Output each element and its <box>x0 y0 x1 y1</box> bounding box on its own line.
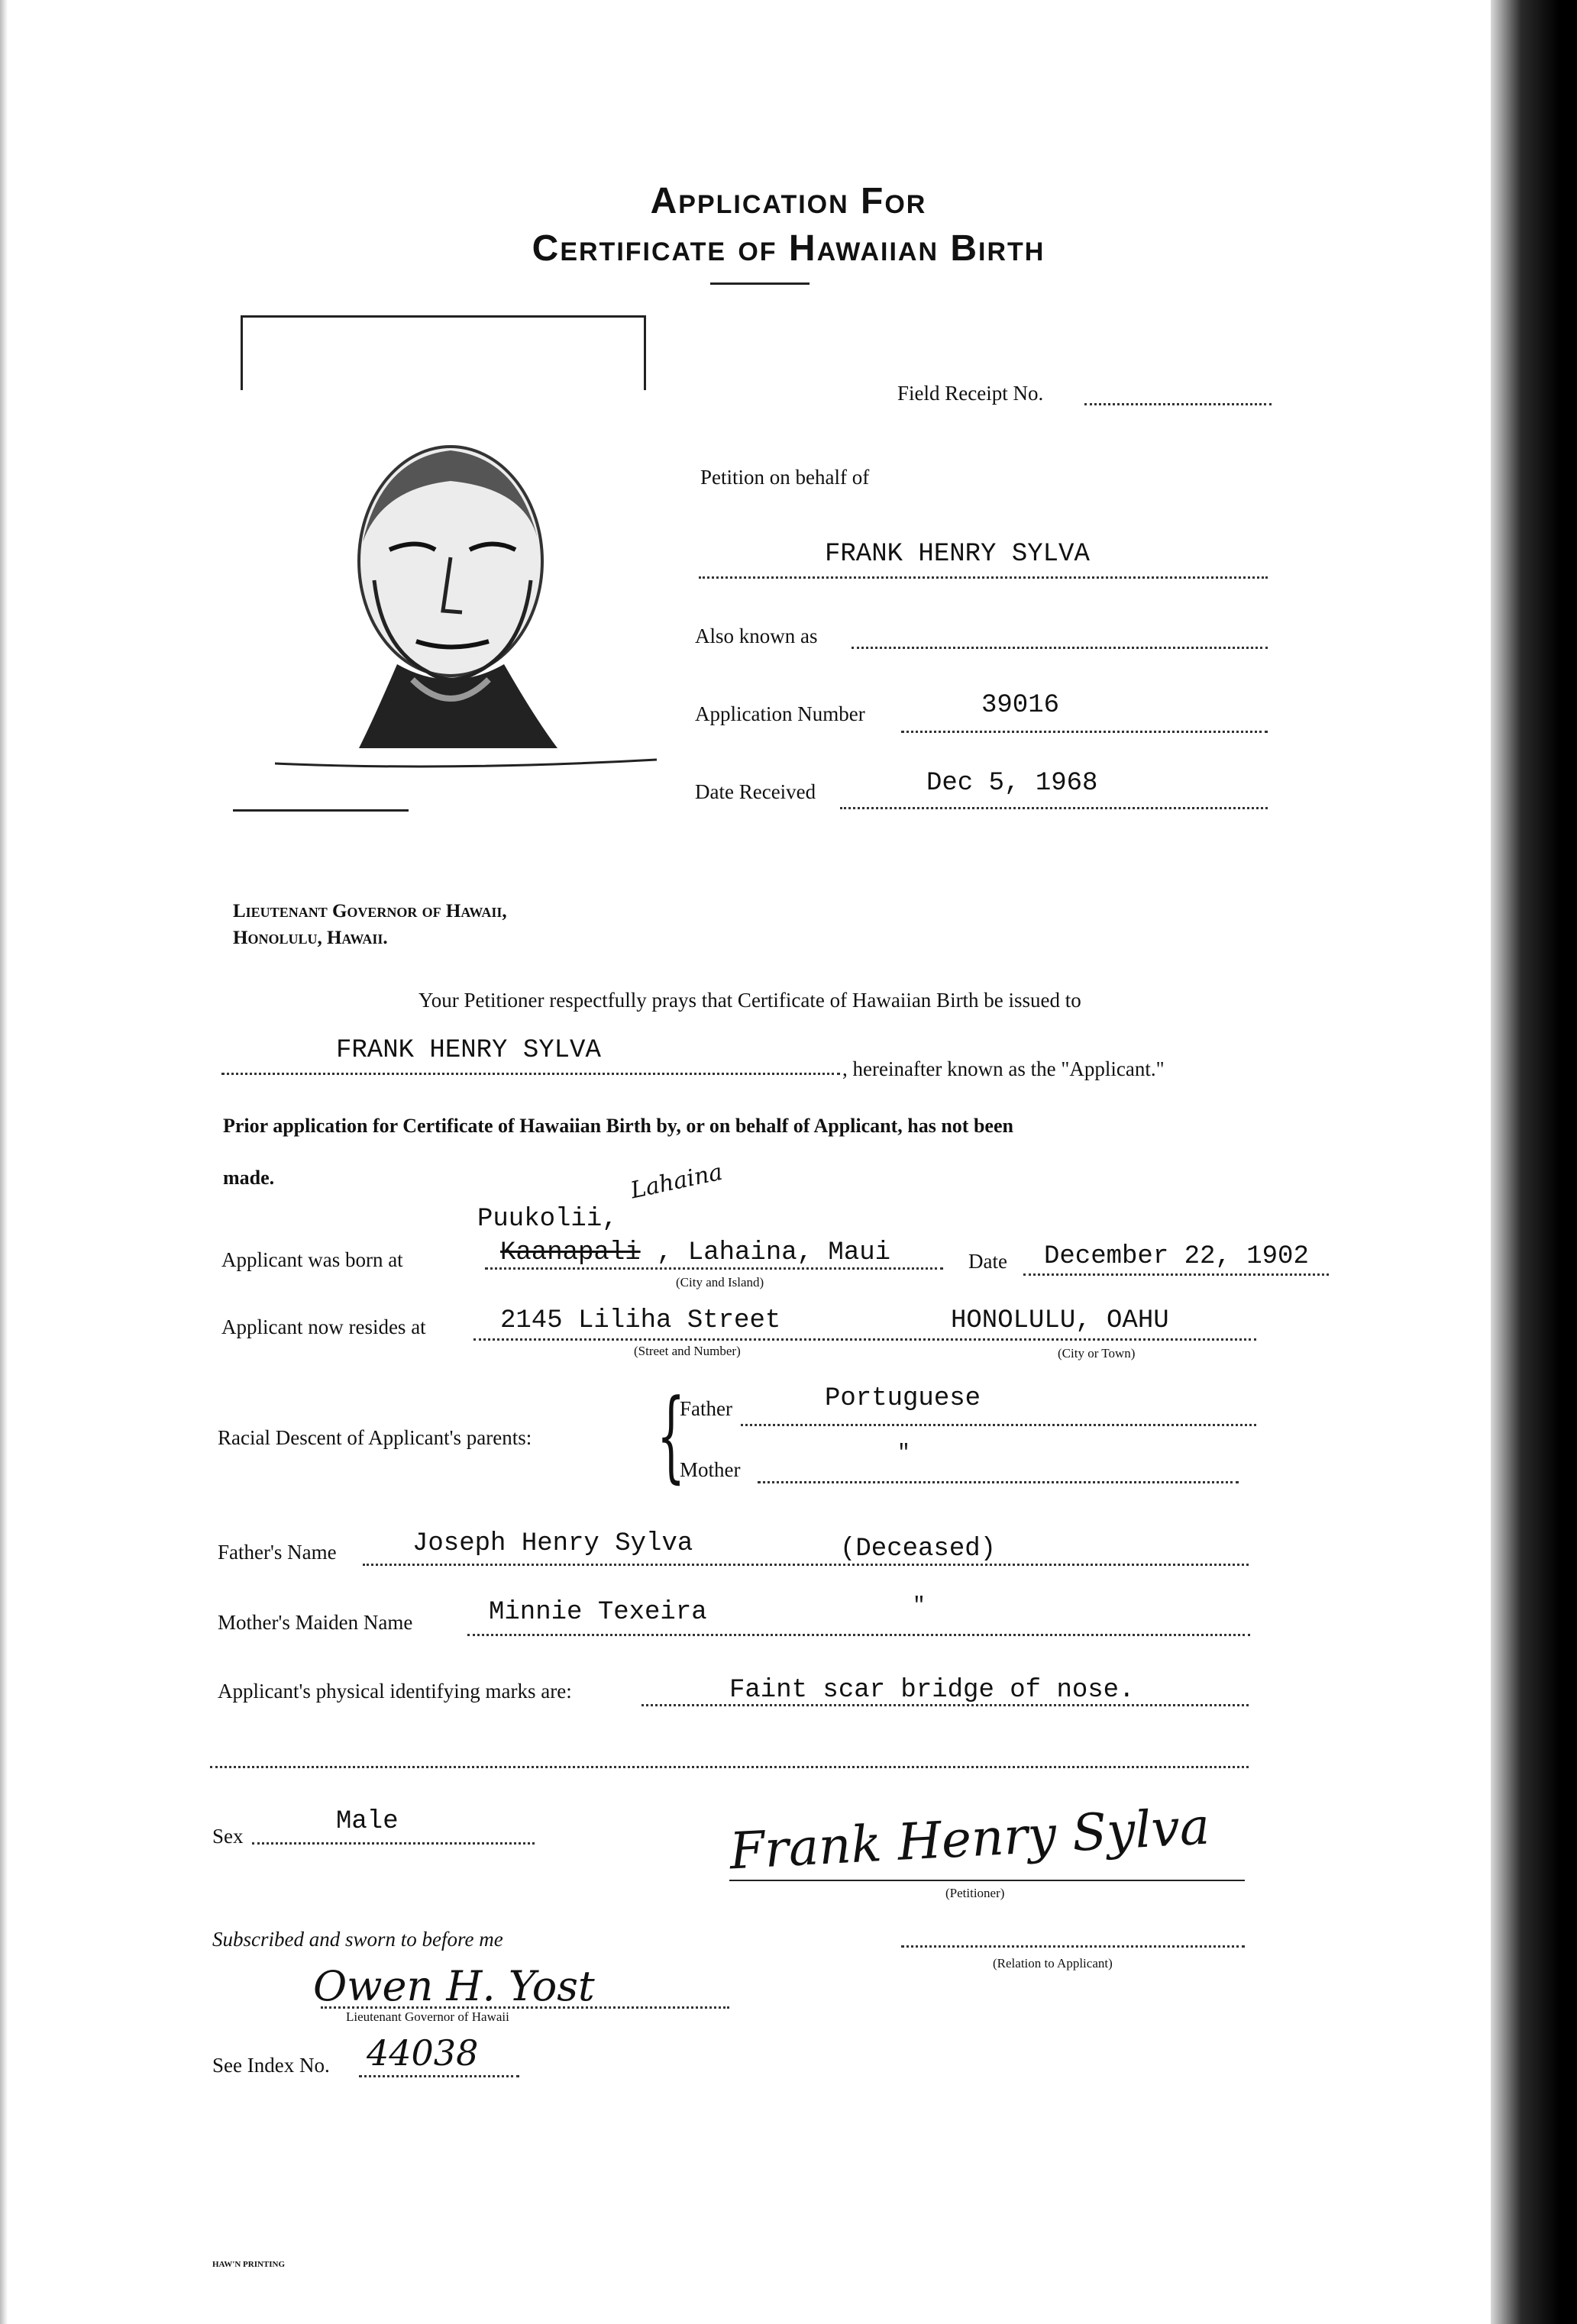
official-signature: Owen H. Yost <box>313 1962 595 2010</box>
date-received-label: Date Received <box>695 780 816 803</box>
birth-place-handwritten-note: Lahaina <box>628 1158 725 1205</box>
birth-date: December 22, 1902 <box>1044 1242 1309 1271</box>
sex-label: Sex <box>212 1825 244 1848</box>
prior-application-line2: made. <box>223 1167 275 1189</box>
petitioner-name-line <box>699 576 1268 579</box>
application-number: 39016 <box>981 691 1060 720</box>
hereinafter-text: , hereinafter known as the "Applicant." <box>842 1057 1165 1080</box>
applicant-name: FRANK HENRY SYLVA <box>336 1036 601 1065</box>
mother-name-line <box>467 1634 1250 1636</box>
official-signature-line <box>321 2006 729 2009</box>
resides-at-label: Applicant now resides at <box>221 1315 426 1338</box>
mother-maiden-name-label: Mother's Maiden Name <box>218 1611 413 1634</box>
racial-descent-label: Racial Descent of Applicant's parents: <box>218 1426 532 1449</box>
father-name-label: Father's Name <box>218 1541 337 1564</box>
relation-line <box>901 1945 1245 1948</box>
residence-street-sublabel: (Street and Number) <box>634 1344 741 1358</box>
sex-line <box>252 1842 535 1845</box>
petitioner-signature: Frank Henry Sylva <box>728 1796 1211 1881</box>
prayer-text: Your Petitioner respectfully prays that Certificate of Hawaiian Birth be issued to <box>418 989 1081 1012</box>
field-receipt-label: Field Receipt No. <box>897 382 1044 405</box>
petitioner-label: (Petitioner) <box>945 1886 1005 1900</box>
mother-maiden-name: Minnie Texeira <box>489 1598 707 1627</box>
applicant-photo <box>199 428 657 825</box>
father-descent-line <box>741 1424 1256 1426</box>
sworn-label: Subscribed and sworn to before me <box>212 1928 503 1951</box>
title-rule <box>710 282 810 285</box>
petitioner-name: FRANK HENRY SYLVA <box>825 540 1090 569</box>
birth-place-crossed-out: Kaanapali <box>500 1238 641 1267</box>
identifying-marks-label: Applicant's physical identifying marks are: <box>218 1680 572 1703</box>
relation-label: (Relation to Applicant) <box>993 1956 1113 1971</box>
field-receipt-field <box>1084 403 1272 405</box>
official-label: Lieutenant Governor of Hawaii <box>346 2009 509 2024</box>
father-descent-label: Father <box>680 1397 732 1420</box>
addressee-line1: Lieutenant Governor of Hawaii, <box>233 901 507 922</box>
sex-value: Male <box>336 1807 399 1836</box>
identifying-marks-line <box>641 1704 1249 1706</box>
prior-application-line1: Prior application for Certificate of Hawaiian Birth by, or on behalf of Applicant, has not been <box>223 1115 1013 1137</box>
descent-brace: { <box>657 1377 686 1493</box>
printer-mark: HAW'N PRINTING <box>212 2260 286 2269</box>
application-number-line <box>901 731 1268 733</box>
addressee-line2: Honolulu, Hawaii. <box>233 928 388 948</box>
birth-date-label: Date <box>968 1250 1007 1273</box>
birth-place: , Lahaina, Maui <box>657 1238 891 1267</box>
applicant-name-line <box>221 1073 840 1075</box>
date-received-line <box>840 807 1268 809</box>
petitioner-signature-line <box>729 1880 1245 1881</box>
birth-place-insert: Puukolii, <box>477 1205 618 1234</box>
birth-place-sublabel: (City and Island) <box>676 1275 764 1289</box>
residence-street: 2145 Liliha Street <box>500 1306 781 1335</box>
application-number-label: Application Number <box>695 702 865 725</box>
mother-descent-label: Mother <box>680 1458 741 1481</box>
father-deceased-note: (Deceased) <box>840 1535 997 1564</box>
index-label: See Index No. <box>212 2054 330 2077</box>
date-received: Dec 5, 1968 <box>926 769 1098 798</box>
photo-frame <box>241 315 646 390</box>
mother-descent-line <box>758 1481 1239 1483</box>
father-descent: Portuguese <box>825 1384 981 1413</box>
father-name-line <box>363 1564 1249 1566</box>
birth-place-line <box>485 1267 943 1270</box>
index-line <box>359 2075 519 2077</box>
form-title-line1: Application For <box>650 181 927 221</box>
scan-right-edge <box>1491 0 1577 2324</box>
residence-line <box>473 1338 1256 1341</box>
photo-caption-line <box>233 809 409 812</box>
residence-city-sublabel: (City or Town) <box>1058 1346 1136 1361</box>
born-at-label: Applicant was born at <box>221 1248 403 1271</box>
mother-descent: " <box>897 1441 910 1465</box>
birth-date-line <box>1023 1273 1329 1276</box>
index-number: 44038 <box>367 2032 479 2074</box>
also-known-label: Also known as <box>695 625 818 647</box>
identifying-marks-line2 <box>210 1766 1249 1768</box>
identifying-marks: Faint scar bridge of nose. <box>729 1676 1135 1705</box>
petition-label: Petition on behalf of <box>700 466 870 489</box>
form-title-line2: Certificate of Hawaiian Birth <box>532 228 1045 269</box>
residence-city: HONOLULU, OAHU <box>951 1306 1169 1335</box>
scan-left-edge <box>0 0 8 2324</box>
father-name: Joseph Henry Sylva <box>412 1529 693 1558</box>
mother-name-ditto: " <box>913 1594 926 1618</box>
also-known-field <box>852 647 1268 649</box>
